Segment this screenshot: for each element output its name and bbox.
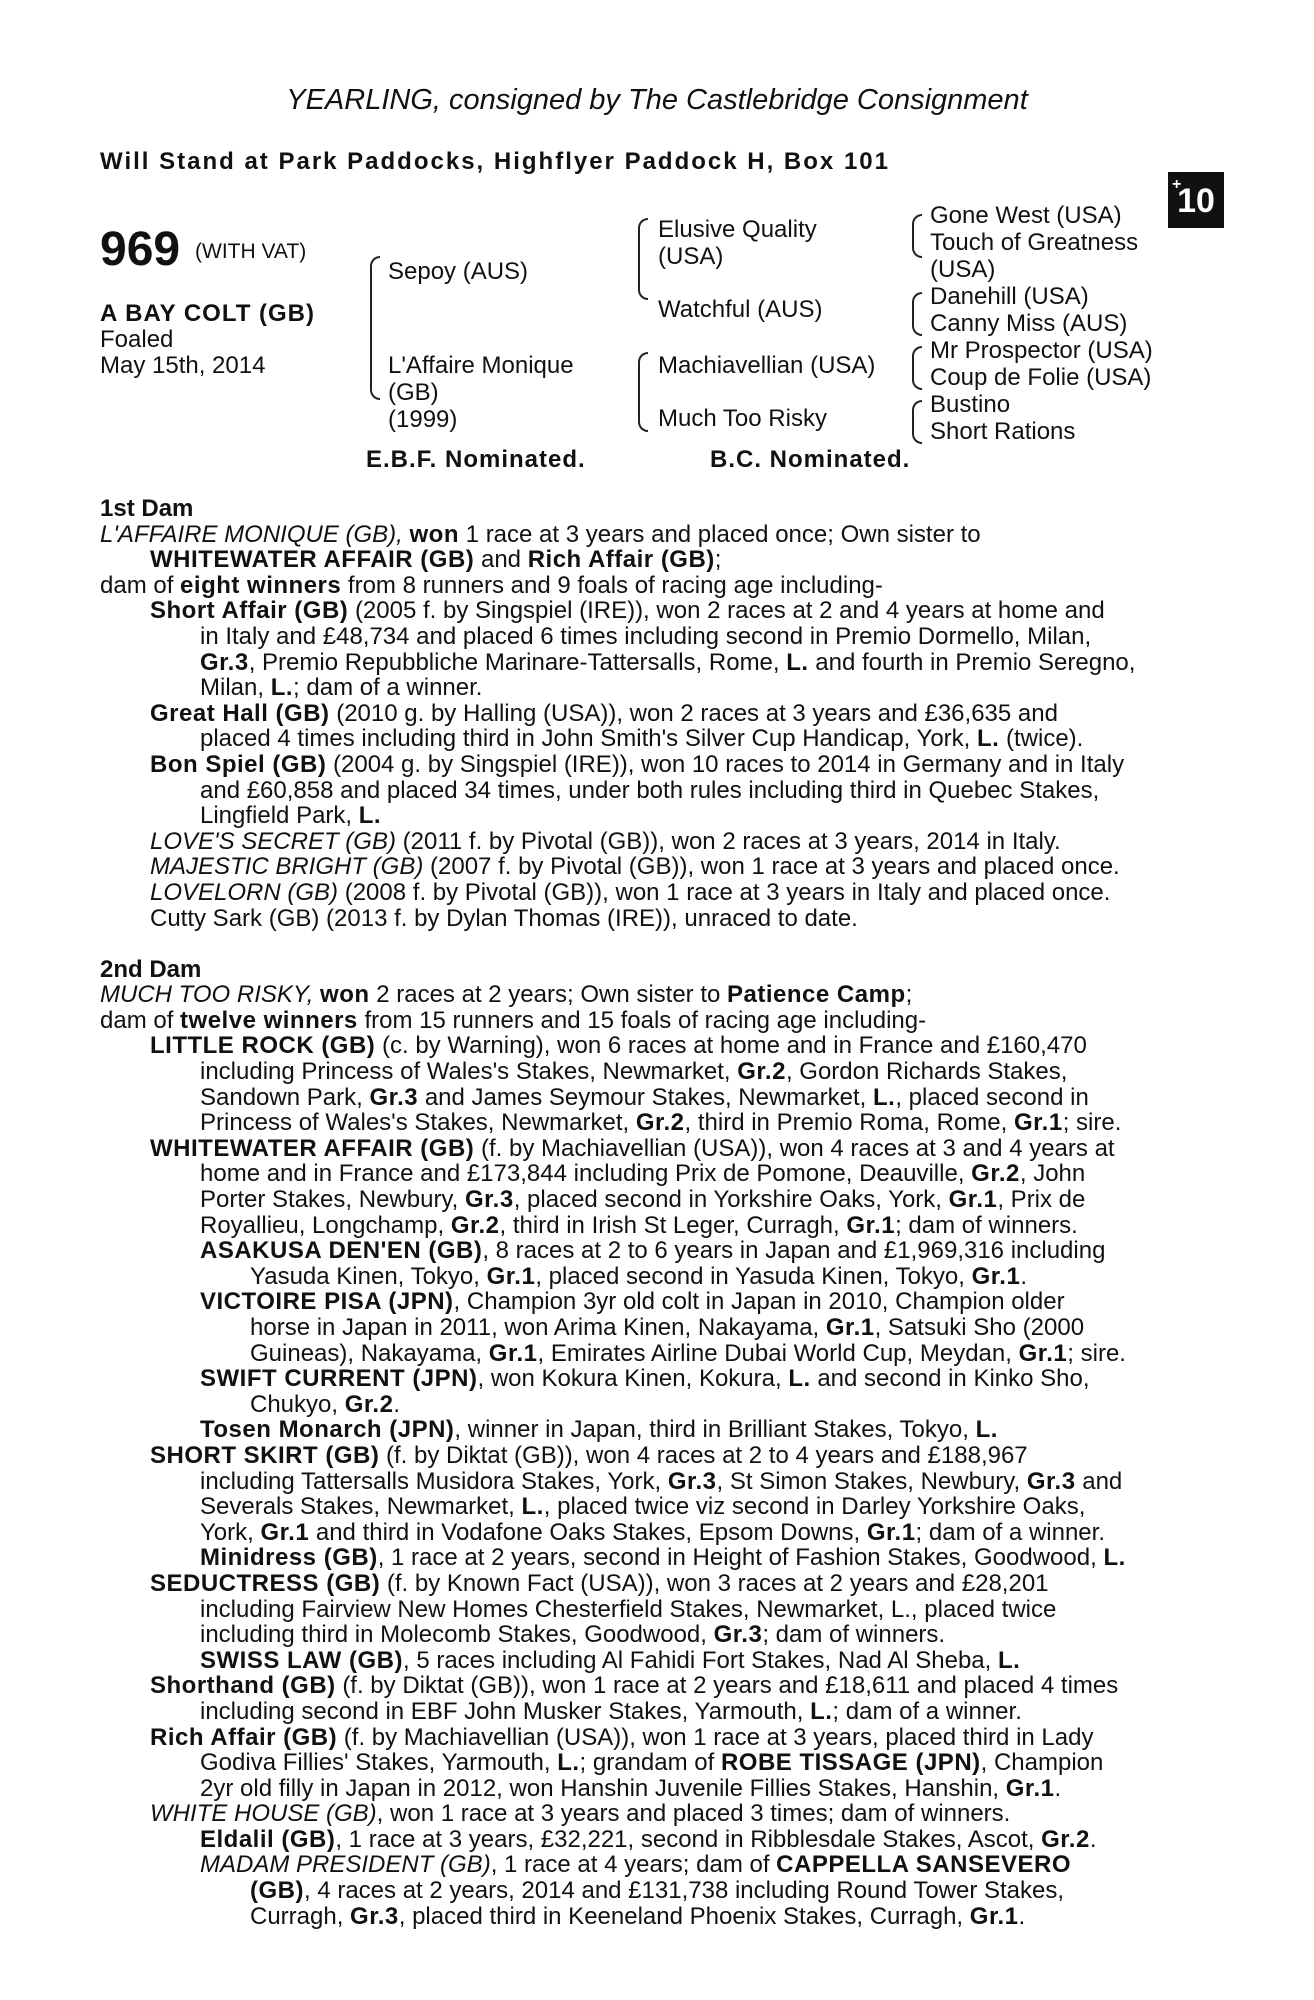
text-run: twelve winners [180, 1006, 358, 1034]
text-run: ROBE TISSAGE (JPN) [720, 1749, 981, 1777]
text-run: L. [975, 1416, 998, 1444]
text-run: Patience Camp [727, 981, 906, 1009]
text-run: Gr.1 [971, 1262, 1021, 1290]
text-run: SEDUCTRESS (GB) [150, 1569, 381, 1597]
text-run: and [1082, 1467, 1123, 1495]
dam2-line [100, 1673, 1204, 1699]
text-run: home and in France and £173,844 including Prix de Pomone, Deauville, [200, 1160, 965, 1188]
text-run: 2 races at 2 years; Own sister to [376, 981, 721, 1009]
text-run: , 1 race at 4 years; dam of [490, 1851, 770, 1879]
text-run: L'AFFAIRE MONIQUE (GB), [100, 520, 403, 548]
dam2-line [100, 1725, 1204, 1751]
text-run: . [393, 1390, 401, 1418]
badge-mark: + [1172, 176, 1182, 193]
text-run: ; dam of winners. [762, 1621, 946, 1649]
dam1-line [100, 598, 1204, 624]
text-run: Gr.1 [825, 1314, 875, 1341]
dam2-line [100, 1417, 1204, 1443]
dam2-line [100, 1520, 1204, 1546]
pedigree-brace-2a [638, 218, 648, 300]
dam2-line [100, 1033, 1204, 1059]
ssd-line-1: Touch of Greatness [930, 229, 1139, 256]
text-run: (2005 f. by Singspiel (IRE)), won 2 races at 2 and 4 years at home and [354, 597, 1105, 625]
sire-sire-line-1: Elusive Quality [658, 216, 817, 243]
text-run: , winner in Japan, third in Brilliant Stakes, Tokyo, [454, 1416, 969, 1444]
bc-nominated: B.C. Nominated. [710, 446, 911, 473]
text-run: LOVE'S SECRET (GB) [150, 827, 396, 855]
text-run: Gr.1 [1005, 1774, 1055, 1802]
text-run: SWISS LAW (GB) [200, 1646, 403, 1674]
text-run: L. [521, 1493, 544, 1521]
text-run: Gr.1 [1013, 1109, 1063, 1137]
ddd: Short Rations [930, 418, 1076, 445]
dam1-line [100, 752, 1204, 778]
dam2-line [100, 1622, 1204, 1648]
sss: Gone West (USA) [930, 202, 1122, 229]
text-run: (f. by Diktat (GB)), won 1 race at 2 years and £18,611 and placed 4 times [342, 1672, 1119, 1700]
badge-number: 10 [1177, 182, 1215, 220]
text-run: , Prix de [997, 1186, 1086, 1214]
text-run: MADAM PRESIDENT (GB) [200, 1851, 491, 1879]
dam2-line [100, 1597, 1204, 1623]
text-run: Shorthand (GB) [150, 1672, 336, 1700]
text-run: in Italy and £48,734 and placed 6 times including second in Premio Dormello, Milan, [200, 622, 1092, 650]
text-run: from 15 runners and 15 foals of racing age including- [364, 1006, 927, 1034]
dam2-line [100, 1852, 1204, 1878]
text-run: . [1089, 1825, 1097, 1853]
text-run: ; grandam of [579, 1749, 715, 1777]
text-run: WHITE HOUSE (GB) [150, 1800, 377, 1828]
pedigree-brace-3a [912, 214, 922, 258]
dam1-line [100, 880, 1204, 906]
dam2-line [100, 1187, 1204, 1213]
dam2-line [100, 1494, 1204, 1520]
text-run: . [1018, 1902, 1026, 1930]
dam1-line [100, 675, 1204, 701]
text-run: (2007 f. by Pivotal (GB)), won 1 race at 3 years and placed once. [430, 853, 1120, 881]
dam1-line [100, 906, 1204, 932]
text-run: Gr.1 [260, 1518, 310, 1546]
text-run: dam of [100, 571, 174, 599]
text-run: Gr.1 [948, 1186, 998, 1214]
text-run: , 1 race at 2 years, second in Height of Fashion Stakes, Goodwood, [377, 1544, 1097, 1572]
text-run: and [480, 546, 522, 574]
lot-badge [1168, 172, 1224, 228]
text-run: Rich Affair (GB) [150, 1723, 338, 1751]
text-run: (f. by Machiavellian (USA)), won 4 races at 3 and 4 years at [480, 1134, 1115, 1162]
text-run: , placed second in Yorkshire Oaks, York, [513, 1186, 942, 1214]
text-run: 2yr old filly in Japan in 2012, won Hanshin Juvenile Fillies Stakes, Hanshin, [200, 1774, 1000, 1802]
dam1-line [100, 547, 1204, 573]
text-run: and second in Kinko Sho, [817, 1365, 1090, 1393]
sire-dam: Watchful (AUS) [658, 296, 823, 323]
text-run: Royallieu, Longchamp, [200, 1211, 445, 1239]
text-run: . [1020, 1262, 1027, 1290]
text-run: LOVELORN (GB) [150, 878, 339, 906]
dam1-line [100, 624, 1204, 650]
dam-line-3: (1999) [388, 406, 458, 433]
text-run: (2011 f. by Pivotal (GB)), won 2 races at 3 years, 2014 in Italy. [402, 827, 1061, 855]
text-run: Gr.3 [713, 1621, 763, 1649]
dam2-line [100, 1878, 1204, 1904]
dam2-line [100, 1008, 1204, 1034]
text-run: Gr.1 [969, 1902, 1019, 1930]
dam1-line [100, 522, 1204, 548]
text-run: Gr.1 [846, 1211, 896, 1239]
text-run: Minidress (GB) [200, 1544, 378, 1572]
text-run: placed 4 times including third in John Smith's Silver Cup Handicap, York, [200, 725, 971, 753]
dam2-line [100, 1571, 1204, 1597]
text-run: Gr.3 [465, 1186, 514, 1214]
sire: Sepoy (AUS) [388, 258, 529, 285]
text-run: L. [997, 1646, 1021, 1674]
text-run: (twice). [1006, 725, 1084, 753]
text-run: ; [905, 981, 913, 1009]
text-run: Guineas), Nakayama, [250, 1339, 483, 1367]
text-run: , third in Premio Roma, Rome, [684, 1109, 1008, 1137]
text-run: L. [358, 802, 382, 830]
dam2-line [100, 1264, 1204, 1290]
vat-label: (WITH VAT) [195, 240, 307, 263]
text-run: Cutty Sark (GB) (2013 f. by Dylan Thomas (IRE)), unraced to date. [150, 904, 858, 932]
text-run: , 8 races at 2 to 6 years in Japan and £1,969,316 including [482, 1237, 1106, 1265]
ssd-line-2: (USA) [930, 256, 996, 283]
text-run: , placed twice viz second in Darley Yorkshire Oaks, [543, 1493, 1086, 1521]
text-run: Tosen Monarch (JPN) [200, 1416, 455, 1444]
text-run: , Satsuki Sho (2000 [874, 1314, 1085, 1341]
text-run: L. [1103, 1544, 1126, 1572]
dam2-line [100, 1699, 1204, 1725]
text-run: , won 1 race at 3 years and placed 3 times; dam of winners. [376, 1800, 1011, 1828]
text-run: ; sire. [1062, 1109, 1122, 1137]
text-run: Godiva Fillies' Stakes, Yarmouth, [200, 1749, 551, 1777]
dss: Mr Prospector (USA) [930, 337, 1153, 364]
text-run: Gr.3 [667, 1467, 717, 1495]
dam-line-1: L'Affaire Monique [388, 352, 574, 379]
pedigree-brace-3c [912, 346, 922, 390]
text-run: Short Affair (GB) [150, 597, 349, 625]
text-run: , third in Irish St Leger, Curragh, [499, 1211, 840, 1239]
text-run: Gr.3 [350, 1902, 399, 1930]
text-run: L. [873, 1083, 896, 1111]
text-run: Gr.1 [1018, 1339, 1068, 1367]
text-run: dam of [100, 1006, 174, 1034]
text-run: York, [200, 1518, 254, 1546]
sire-sire-line-2: (USA) [658, 243, 724, 270]
text-run: ; dam of winners. [895, 1211, 1078, 1239]
dam2-line [100, 1289, 1204, 1315]
text-run: Gr.3 [200, 648, 249, 676]
section-heading-2nd-dam: 2nd Dam [100, 955, 202, 983]
foaled-label: Foaled [100, 326, 174, 353]
text-run: Gr.2 [1041, 1825, 1090, 1853]
text-run: , Emirates Airline Dubai World Cup, Meydan, [537, 1339, 1012, 1367]
dam2-line [100, 1161, 1204, 1187]
text-run: (f. by Known Fact (USA)), won 3 races at 2 years and £28,201 [386, 1569, 1049, 1597]
stand-location: Will Stand at Park Paddocks, Highflyer Paddock H, Box 101 [100, 148, 890, 175]
dds: Bustino [930, 391, 1011, 418]
text-run: ; [714, 546, 722, 574]
text-run: Lingfield Park, [200, 802, 353, 830]
dam2-line [100, 1443, 1204, 1469]
text-run: SWIFT CURRENT (JPN) [200, 1365, 478, 1393]
text-run: and third in Vodafone Oaks Stakes, Epsom Downs, [315, 1518, 861, 1546]
sdd: Canny Miss (AUS) [930, 310, 1128, 337]
dam1-line [100, 726, 1204, 752]
dam2-line [100, 1469, 1204, 1495]
text-run: 1 race at 3 years and placed once; Own sister to [465, 520, 981, 548]
sds: Danehill (USA) [930, 283, 1089, 310]
dam2-line [100, 1545, 1204, 1571]
text-run: , Premio Repubbliche Marinare-Tattersalls, Rome, [248, 648, 780, 676]
text-run: Gr.3 [1026, 1467, 1076, 1495]
text-run: and £60,858 and placed 34 times, under both rules including third in Quebec Stakes, [200, 776, 1100, 804]
text-run: Great Hall (GB) [150, 699, 330, 727]
dam1-line [100, 803, 1204, 829]
dam2-line [100, 1341, 1204, 1367]
text-run: ; dam of a winner. [915, 1518, 1105, 1546]
dam2-line [100, 1776, 1204, 1802]
dam2-line [100, 1648, 1204, 1674]
foaled-date: May 15th, 2014 [100, 352, 266, 379]
pedigree-brace-1 [370, 256, 380, 400]
text-run: Sandown Park, [200, 1083, 363, 1111]
ebf-nominated: E.B.F. Nominated. [366, 446, 586, 473]
text-run: Gr.2 [971, 1160, 1020, 1188]
text-run: Chukyo, [250, 1390, 339, 1418]
dam1-line [100, 573, 1204, 599]
text-run: ASAKUSA DEN'EN (GB) [200, 1237, 483, 1265]
dam2-line [100, 1366, 1204, 1392]
text-run: Gr.3 [369, 1083, 419, 1111]
dam-line-2: (GB) [388, 379, 439, 406]
text-run: Gr.1 [488, 1339, 538, 1367]
text-run: L. [557, 1749, 580, 1777]
dam1-line [100, 701, 1204, 727]
dam2-line [100, 1904, 1204, 1930]
text-run: CAPPELLA SANSEVERO [776, 1851, 1071, 1879]
text-run: eight winners [180, 571, 342, 599]
text-run: (f. by Machiavellian (USA)), won 1 race at 3 years, placed third in Lady [343, 1723, 1094, 1751]
dam2-line [100, 982, 1204, 1008]
text-run: , Champion [980, 1749, 1104, 1777]
text-run: from 8 runners and 9 foals of racing age including- [347, 571, 883, 599]
text-run: (GB) [250, 1877, 304, 1905]
text-run: Gr.2 [737, 1058, 786, 1086]
text-run: and James Seymour Stakes, Newmarket, [424, 1083, 867, 1111]
text-run: MAJESTIC BRIGHT (GB) [150, 853, 424, 881]
text-run: ; dam of a winner. [293, 674, 483, 702]
dam-sire: Machiavellian (USA) [658, 352, 876, 379]
text-run: Gr.2 [344, 1390, 394, 1418]
text-run: and fourth in Premio Seregno, [815, 648, 1136, 676]
text-run: L. [810, 1697, 833, 1725]
lot-description: A BAY COLT (GB) [100, 300, 316, 327]
dam2-line [100, 1213, 1204, 1239]
text-run: VICTOIRE PISA (JPN) [200, 1288, 454, 1316]
text-run: including Tattersalls Musidora Stakes, York, [200, 1467, 662, 1495]
section-gap [100, 931, 1204, 957]
text-run: including Princess of Wales's Stakes, Newmarket, [200, 1058, 731, 1086]
catalogue-body [100, 496, 1204, 1929]
text-run: , placed second in Yasuda Kinen, Tokyo, [535, 1262, 965, 1290]
text-run: ; sire. [1067, 1339, 1126, 1367]
text-run: Severals Stakes, Newmarket, [200, 1493, 515, 1521]
text-run: WHITEWATER AFFAIR (GB) [150, 546, 475, 574]
text-run: Gr.1 [486, 1262, 536, 1290]
dam2-line [100, 1110, 1204, 1136]
dam-dam: Much Too Risky [658, 405, 827, 432]
dam1-line [100, 650, 1204, 676]
text-run: , 1 race at 3 years, £32,221, second in Ribblesdale Stakes, Ascot, [335, 1825, 1035, 1853]
text-run: , St Simon Stakes, Newbury, [716, 1467, 1021, 1495]
text-run: Yasuda Kinen, Tokyo, [250, 1262, 480, 1290]
text-run: Gr.1 [866, 1518, 916, 1546]
dam1-line [100, 829, 1204, 855]
text-run: horse in Japan in 2011, won Arima Kinen, Nakayama, [250, 1314, 820, 1341]
dam2-line [100, 1136, 1204, 1162]
text-run: L. [977, 725, 1000, 753]
dam2-line [100, 1750, 1204, 1776]
text-run: (2008 f. by Pivotal (GB)), won 1 race at 3 years in Italy and placed once. [344, 878, 1111, 906]
text-run: L. [270, 674, 294, 702]
text-run: SHORT SKIRT (GB) [150, 1441, 380, 1469]
text-run: Princess of Wales's Stakes, Newmarket, [200, 1109, 630, 1137]
text-run: . [1054, 1774, 1062, 1802]
dam2-line [100, 1315, 1204, 1341]
text-run: , Champion 3yr old colt in Japan in 2010, Champion older [453, 1288, 1065, 1316]
text-run: , Gordon Richards Stakes, [785, 1058, 1068, 1086]
dam2-line [100, 1059, 1204, 1085]
dam1-line [100, 854, 1204, 880]
pedigree-brace-2b [638, 352, 648, 432]
text-run: Gr.2 [635, 1109, 685, 1137]
text-run: including third in Molecomb Stakes, Goodwood, [200, 1621, 707, 1649]
dam2-line [100, 1238, 1204, 1264]
text-run: , placed third in Keeneland Phoenix Stakes, Curragh, [398, 1902, 964, 1930]
dam2-line [100, 1801, 1204, 1827]
pedigree-brace-3b [912, 292, 922, 336]
text-run: won [320, 981, 370, 1009]
text-run: Gr.2 [450, 1211, 500, 1239]
text-run: WHITEWATER AFFAIR (GB) [150, 1134, 475, 1162]
lot-number: 969 [100, 223, 181, 276]
text-run: (2010 g. by Halling (USA)), won 2 races at 3 years and £36,635 and [336, 699, 1058, 727]
dam2-line [100, 1392, 1204, 1418]
page-title: YEARLING, consigned by The Castlebridge Consignment [286, 84, 1028, 116]
text-run: Bon Spiel (GB) [150, 750, 327, 778]
pedigree-brace-3d [912, 400, 922, 444]
text-run: , 4 races at 2 years, 2014 and £131,738 including Round Tower Stakes, [303, 1877, 1065, 1905]
text-run: , won Kokura Kinen, Kokura, [477, 1365, 782, 1393]
text-run: L. [788, 1365, 811, 1393]
text-run: (c. by Warning), won 6 races at home and in France and £160,470 [381, 1032, 1087, 1060]
text-run: (f. by Diktat (GB)), won 4 races at 2 to 4 years and £188,967 [386, 1441, 1028, 1469]
section-heading-1st-dam: 1st Dam [100, 495, 194, 522]
text-run: LITTLE ROCK (GB) [150, 1032, 376, 1060]
text-run: , John [1019, 1160, 1086, 1188]
text-run: Curragh, [250, 1902, 344, 1930]
text-run: including second in EBF John Musker Stakes, Yarmouth, [200, 1697, 804, 1725]
text-run: won [409, 520, 459, 548]
text-run: including Fairview New Homes Chesterfield Stakes, Newmarket, L., placed twice [200, 1595, 1057, 1623]
text-run: L. [786, 648, 809, 676]
dsd: Coup de Folie (USA) [930, 364, 1152, 391]
text-run: MUCH TOO RISKY, [100, 981, 314, 1009]
dam2-line [100, 1085, 1204, 1111]
text-run: Porter Stakes, Newbury, [200, 1186, 459, 1214]
text-run: (2004 g. by Singspiel (IRE)), won 10 races to 2014 in Germany and in Italy [333, 750, 1125, 778]
dam1-line [100, 778, 1204, 804]
text-run: ; dam of a winner. [832, 1697, 1022, 1725]
dam2-line [100, 1827, 1204, 1853]
text-run: , 5 races including Al Fahidi Fort Stakes, Nad Al Sheba, [402, 1646, 992, 1674]
text-run: Rich Affair (GB) [527, 546, 715, 574]
text-run: Milan, [200, 674, 265, 702]
text-run: Eldalil (GB) [200, 1825, 336, 1853]
text-run: , placed second in [895, 1083, 1089, 1111]
